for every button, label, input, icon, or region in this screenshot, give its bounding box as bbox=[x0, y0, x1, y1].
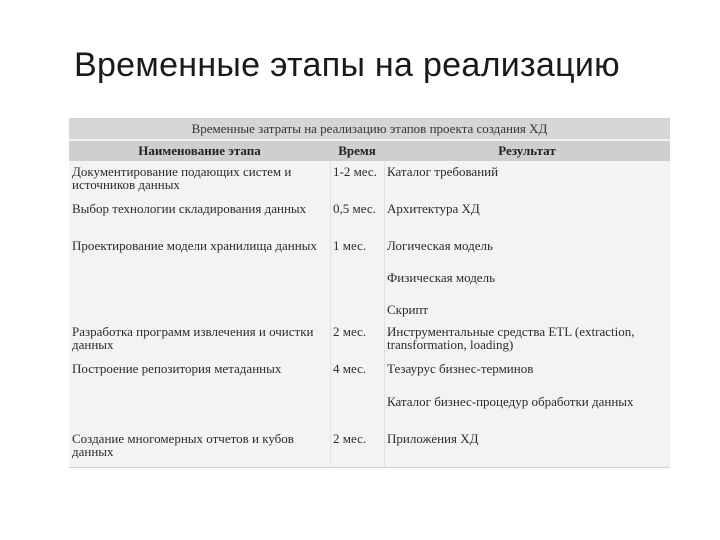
table-row-6-result: Приложения ХД bbox=[387, 431, 479, 446]
table-row-1-time: 1-2 мес. bbox=[333, 164, 377, 179]
table-row-6-stage: Создание многомерных отчетов и кубов данных bbox=[72, 431, 294, 459]
table-row-3-result-1: Логическая модель bbox=[387, 238, 493, 253]
header-stage-name: Наименование этапа bbox=[138, 143, 261, 158]
column-divider bbox=[330, 161, 331, 467]
table-row-5-result-1: Тезаурус бизнес-терминов bbox=[387, 361, 534, 376]
table-header-row bbox=[69, 141, 670, 161]
column-divider bbox=[384, 161, 385, 467]
table-row-3-time: 1 мес. bbox=[333, 238, 367, 253]
table-row-2-time: 0,5 мес. bbox=[333, 201, 376, 216]
table-caption: Временные затраты на реализацию этапов проекта создания ХД bbox=[69, 119, 670, 139]
slide-title: Временные этапы на реализацию bbox=[74, 46, 620, 84]
table-row-1-stage: Документирование подающих систем и источников данных bbox=[72, 164, 292, 192]
timeline-table bbox=[69, 118, 670, 468]
table-row-2-result: Архитектура ХД bbox=[387, 201, 480, 216]
table-row-4-result: Инструментальные средства ETL (extraction, transformation, loading) bbox=[387, 324, 635, 352]
table-row-3-result-2: Физическая модель bbox=[387, 270, 495, 285]
header-time: Время bbox=[338, 143, 376, 158]
table-row-5-stage: Построение репозитория метаданных bbox=[72, 361, 282, 376]
table-row-6-time: 2 мес. bbox=[333, 431, 367, 446]
table-row-5-result-2: Каталог бизнес-процедур обработки данных bbox=[387, 394, 634, 409]
table-row-5-time: 4 мес. bbox=[333, 361, 367, 376]
table-row-1-result: Каталог требований bbox=[387, 164, 499, 179]
table-row-4-stage: Разработка программ извлечения и очистки данных bbox=[72, 324, 314, 352]
table-row-4-time: 2 мес. bbox=[333, 324, 367, 339]
header-result: Результат bbox=[498, 143, 556, 158]
table-row-3-result-3: Скрипт bbox=[387, 302, 429, 317]
table-row-2-stage: Выбор технологии складирования данных bbox=[72, 201, 307, 216]
table-row-3-stage: Проектирование модели хранилища данных bbox=[72, 238, 317, 253]
